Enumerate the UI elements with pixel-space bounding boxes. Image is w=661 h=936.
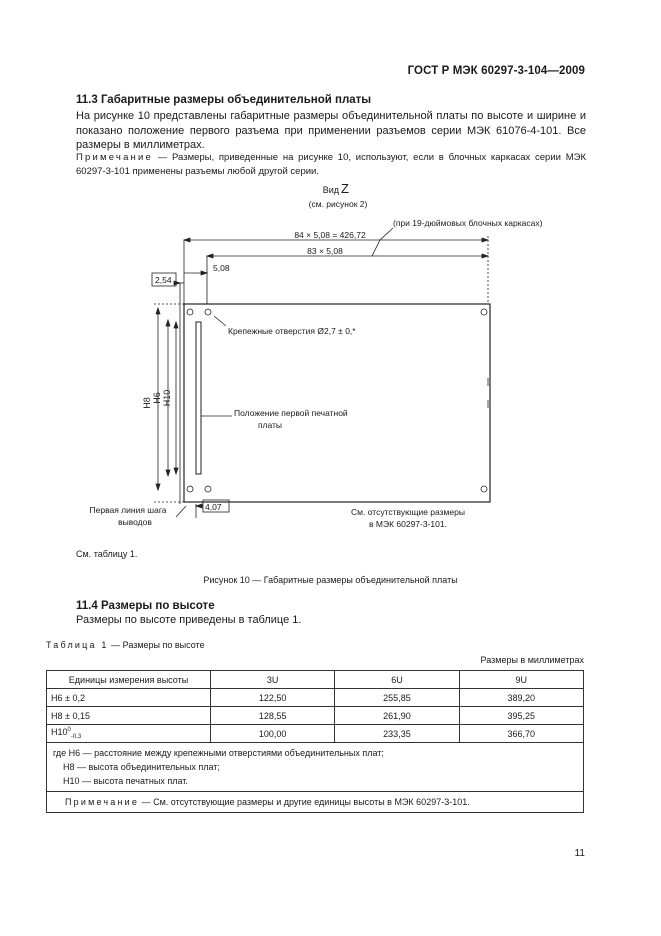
row-name-base: H10 (51, 727, 68, 738)
see-table-note: См. таблицу 1. (76, 549, 138, 559)
dim-5-08: 5,08 (213, 263, 230, 273)
table-header-row (47, 671, 584, 689)
cell-6u: 261,90 (335, 707, 459, 725)
table-legend-row (47, 743, 584, 792)
view-label: Вид (322, 185, 339, 195)
missing-dims-2: в МЭК 60297-3-101. (369, 519, 447, 529)
cell-3u: 122,50 (211, 689, 335, 707)
cell-6u: 233,35 (335, 725, 459, 743)
first-board-label-1: Положение первой печатной (234, 408, 348, 418)
table-note-text: — См. отсутствующие размеры и другие единицы высоты в МЭК 60297-3-101. (139, 797, 470, 807)
dim-2-54: 2,54 (155, 275, 172, 285)
section-11-4-paragraph: Размеры по высоте приведены в таблице 1. (76, 614, 302, 626)
row-name-sup: 0 (67, 727, 71, 734)
legend-line: H8 — высота объединительных плат; (63, 762, 220, 772)
note-label: Примечание (76, 152, 153, 163)
holes-label: Крепежные отверстия Ø2,7 ± 0,* (228, 326, 356, 336)
table-note (47, 792, 584, 813)
first-board-label-2: платы (257, 420, 283, 430)
cell-9u: 389,20 (459, 689, 583, 707)
row-name-sub: -0,3 (70, 733, 82, 740)
row-name: H6 ± 0,2 (47, 689, 211, 707)
table-1-label: Таблица 1 (46, 640, 109, 650)
dim-4-07: 4,07 (205, 502, 222, 512)
first-connector (196, 322, 201, 474)
table-note-row (47, 792, 584, 813)
table-row (47, 689, 584, 707)
missing-dims-1: См. отсутствующие размеры (351, 507, 465, 517)
table-header-cell: Единицы измерения высоты (47, 671, 211, 689)
table-legend (47, 743, 584, 792)
note-19-inch: (при 19-дюймовых блочных каркасах) (393, 218, 543, 228)
legend-line: где H6 — расстояние между крепежными отверстиями объединительных плат; (53, 748, 384, 758)
row-name (47, 725, 211, 743)
section-11-3-paragraph: На рисунке 10 представлены габаритные размеры объединительной платы по высоте и ширине и показано положение первого разъема при применении разъемов серии МЭК 61076-4-101. Все размеры в миллиметрах. (76, 110, 586, 151)
table-1-title (46, 640, 205, 650)
label-h10: H10 (162, 389, 172, 407)
label-h8: H8 (142, 397, 152, 409)
cell-3u: 100,00 (211, 725, 335, 743)
table-1-units: Размеры в миллиметрах (480, 655, 584, 665)
cell-9u: 395,25 (459, 707, 583, 725)
table-header-cell: 9U (459, 671, 583, 689)
row-name: H8 ± 0,15 (47, 707, 211, 725)
table-header-cell: 3U (211, 671, 335, 689)
cell-6u: 255,85 (335, 689, 459, 707)
note-text: — Размеры, приведенные на рисунке 10, используют, если в блочных каркасах серии МЭК 60297-3-101 применены разъемы любой другой серии. (76, 152, 586, 177)
dim-83: 83 × 5,08 (307, 246, 343, 256)
dim-84: 84 × 5,08 = 426,72 (294, 230, 366, 240)
table-1-title-text: — Размеры по высоте (108, 640, 205, 650)
section-11-4-heading: 11.4 Размеры по высоте (76, 600, 215, 612)
document-header: ГОСТ Р МЭК 60297-3-104—2009 (407, 65, 585, 77)
label-h6: H6 (152, 392, 162, 404)
table-header-cell: 6U (335, 671, 459, 689)
table-note-label: Примечание (65, 797, 140, 807)
figure-10-caption: Рисунок 10 — Габаритные размеры объединительной платы (203, 575, 458, 585)
table-row (47, 725, 584, 743)
view-reference: (см. рисунок 2) (308, 199, 368, 209)
table-row (47, 707, 584, 725)
section-11-3-heading: 11.3 Габаритные размеры объединительной платы (76, 94, 372, 106)
cell-9u: 366,70 (459, 725, 583, 743)
view-letter: Z (341, 181, 349, 196)
table-1 (46, 670, 584, 813)
page-number: 11 (574, 848, 585, 859)
figure-10-drawing (0, 175, 661, 575)
first-line-label-1: Первая линия шага (89, 505, 167, 515)
first-line-label-2: выводов (118, 517, 152, 527)
cell-3u: 128,55 (211, 707, 335, 725)
legend-line: H10 — высота печатных плат. (63, 776, 188, 786)
